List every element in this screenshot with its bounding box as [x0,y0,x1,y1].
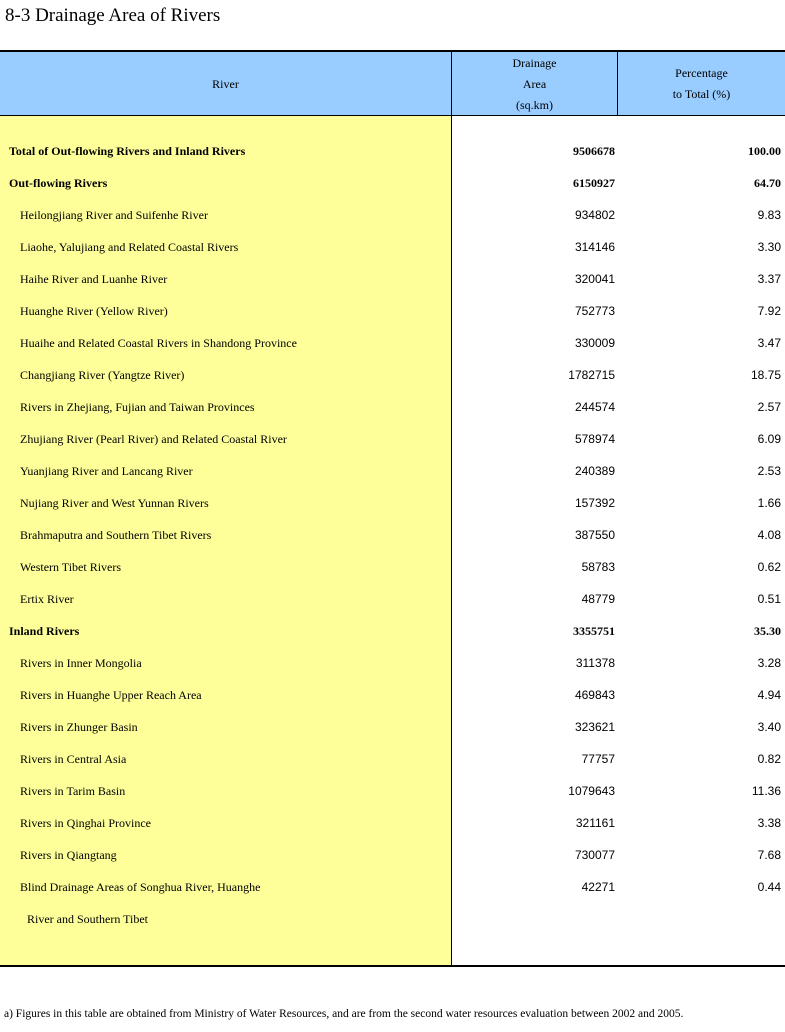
percentage-value: 3.47 [757,336,781,350]
percentage-value: 35.30 [754,624,781,638]
river-name: Blind Drainage Areas of Songhua River, Huanghe [20,880,261,894]
table-row [0,552,785,584]
percentage-value: 9.83 [757,208,781,222]
river-name: Yuanjiang River and Lancang River [20,464,193,478]
table-row [0,296,785,328]
table-row [0,680,785,712]
drainage-area-value: 244574 [574,400,615,414]
header-area-line: Drainage [512,55,557,70]
drainage-area-value: 157392 [574,496,615,510]
percentage-value: 6.09 [757,432,781,446]
table-row [0,328,785,360]
river-name: Heilongjiang River and Suifenhe River [20,208,208,222]
river-name: Western Tibet Rivers [20,560,122,574]
header-percentage [618,52,785,116]
river-name: Total of Out-flowing Rivers and Inland Rivers [9,144,246,158]
drainage-area-value: 3355751 [573,624,615,638]
percentage-value: 7.68 [757,848,781,862]
table-body [0,116,785,967]
table-row [0,872,785,904]
percentage-value: 0.82 [757,752,781,766]
river-name: Haihe River and Luanhe River [20,272,168,286]
table-row [0,360,785,392]
table-rows [0,136,785,936]
percentage-value: 2.53 [757,464,781,478]
percentage-value: 3.37 [757,272,781,286]
header-area-line: (sq.km) [515,97,553,112]
table-row [0,232,785,264]
table-row [0,648,785,680]
percentage-value: 4.08 [757,528,781,542]
header-area-line: Area [522,76,547,91]
drainage-area-value: 1782715 [568,368,615,382]
drainage-area-value: 77757 [581,752,615,766]
percentage-value: 0.51 [757,592,781,606]
header-drainage-area [452,52,618,116]
percentage-value: 64.70 [754,176,781,190]
drainage-area-value: 240389 [574,464,615,478]
table-row [0,616,785,648]
percentage-value: 11.36 [751,784,781,798]
percentage-value: 18.75 [750,368,781,382]
table-row [0,136,785,168]
river-name: Rivers in Qiangtang [20,848,117,862]
table-row [0,424,785,456]
river-name: Nujiang River and West Yunnan Rivers [20,496,209,510]
drainage-area-value: 323621 [574,720,615,734]
table-row [0,712,785,744]
drainage-area-value: 934802 [574,208,615,222]
header-river [0,52,452,116]
table-row [0,840,785,872]
table-row [0,520,785,552]
drainage-area-value: 58783 [581,560,615,574]
river-name: Liaohe, Yalujiang and Related Coastal Rivers [20,240,239,254]
river-name: Brahmaputra and Southern Tibet Rivers [20,528,212,542]
river-name: Rivers in Tarim Basin [20,784,126,798]
drainage-area-value: 578974 [574,432,615,446]
river-name: Out-flowing Rivers [9,176,108,190]
drainage-area-value: 9506678 [573,144,615,158]
drainage-area-value: 387550 [574,528,615,542]
table-row [0,488,785,520]
table-row [0,584,785,616]
percentage-value: 2.57 [757,400,781,414]
table-row [0,392,785,424]
river-name: Rivers in Qinghai Province [20,816,151,830]
page-title: 8-3 Drainage Area of Rivers [5,5,221,26]
header-pct-line: Percentage [675,66,728,80]
river-name: River and Southern Tibet [27,912,149,926]
percentage-value: 7.92 [757,304,781,318]
percentage-value: 4.94 [757,688,781,702]
drainage-area-value: 320041 [574,272,615,286]
header-river-label: River [212,76,239,91]
percentage-value: 0.44 [757,880,781,894]
drainage-area-value: 330009 [574,336,615,350]
river-name: Zhujiang River (Pearl River) and Related Coastal River [20,432,287,446]
table-header [0,50,785,116]
table-row [0,744,785,776]
river-name: Rivers in Zhunger Basin [20,720,138,734]
drainage-area-value: 730077 [574,848,615,862]
river-name: Huanghe River (Yellow River) [20,304,168,318]
river-name: Ertix River [20,592,74,606]
percentage-value: 0.62 [757,560,781,574]
percentage-value: 3.38 [757,816,781,830]
drainage-area-value: 469843 [574,688,615,702]
percentage-value: 100.00 [748,144,781,158]
table-row [0,776,785,808]
drainage-area-value: 314146 [574,240,615,254]
river-name: Inland Rivers [9,624,80,638]
drainage-area-value: 1079643 [568,784,615,798]
percentage-value: 1.66 [757,496,781,510]
river-name: Rivers in Huanghe Upper Reach Area [20,688,202,702]
river-name: Rivers in Central Asia [20,752,127,766]
drainage-area-value: 311378 [575,656,615,670]
river-name: Rivers in Inner Mongolia [20,656,142,670]
table-row [0,904,785,936]
river-name: Rivers in Zhejiang, Fujian and Taiwan Provinces [20,400,255,414]
drainage-area-value: 752773 [574,304,615,318]
table-row [0,808,785,840]
table-row [0,200,785,232]
table-row [0,168,785,200]
header-pct-line: to Total (%) [672,87,731,101]
percentage-value: 3.40 [757,720,781,734]
percentage-value: 3.28 [757,656,781,670]
drainage-area-value: 48779 [581,592,615,606]
drainage-area-value: 6150927 [573,176,615,190]
footnote: a) Figures in this table are obtained from Ministry of Water Resources, and are from the second water resources evaluation between 2002 and 2005. [4,1008,684,1020]
river-name: Changjiang River (Yangtze River) [20,368,185,382]
percentage-value: 3.30 [757,240,781,254]
drainage-area-value: 42271 [581,880,615,894]
table-row [0,264,785,296]
river-name: Huaihe and Related Coastal Rivers in Shandong Province [20,336,297,350]
table-row [0,456,785,488]
drainage-area-value: 321161 [575,816,615,830]
